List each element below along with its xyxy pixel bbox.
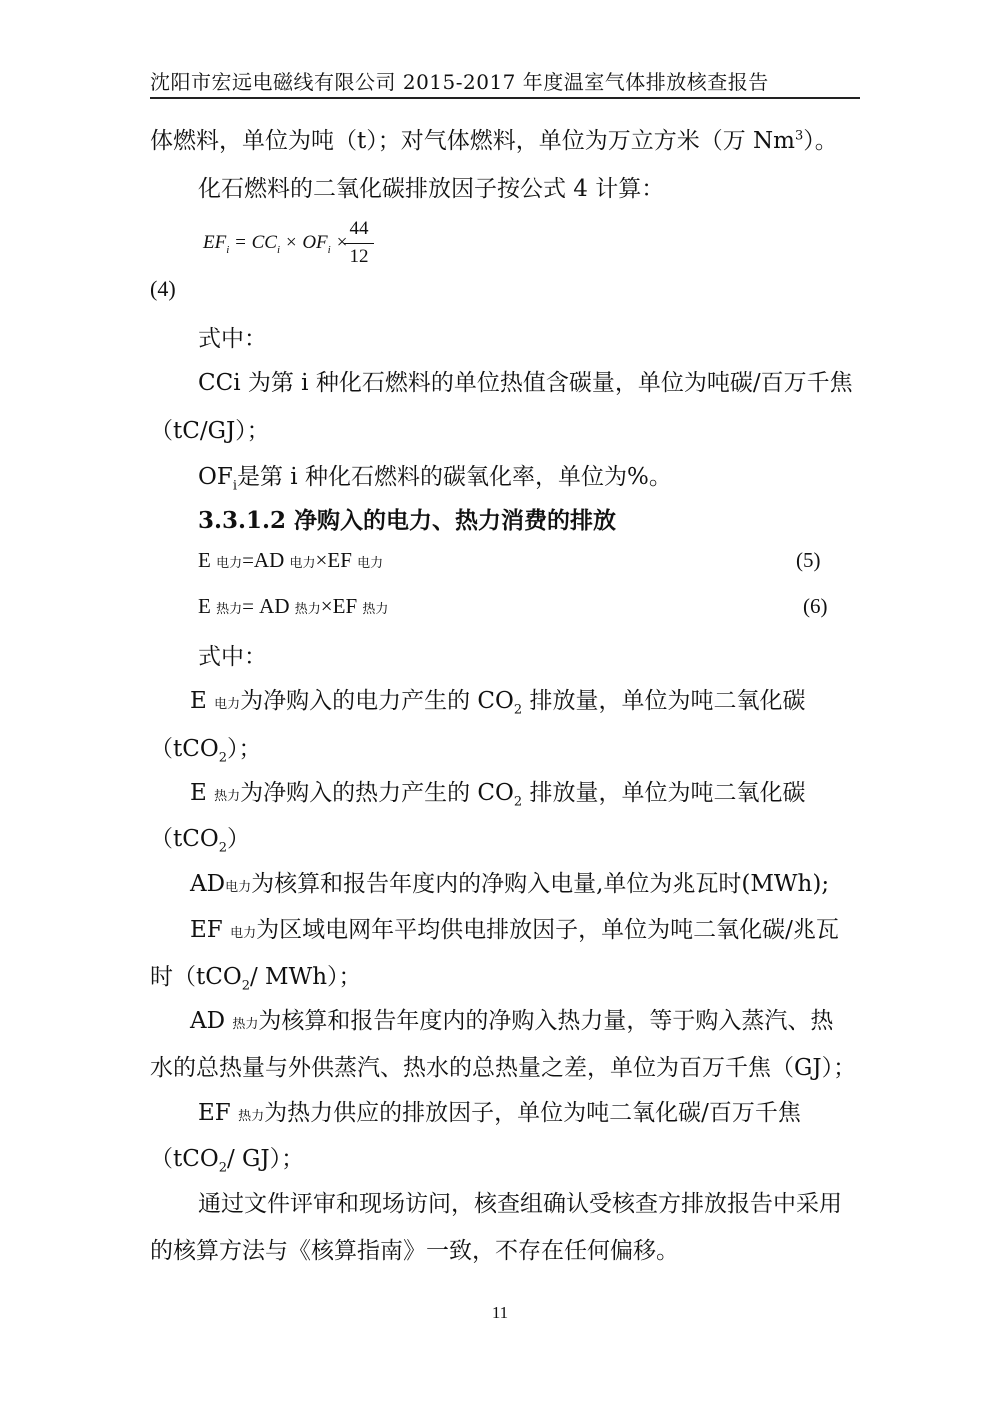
header-divider [150, 97, 860, 99]
where-label-2: 式中： [198, 644, 267, 670]
text-e-heat: E 热力为净购入的热力产生的 $CO_2$ 排放量，单位为吨二氧化碳 [190, 780, 806, 810]
page-number: 11 [491, 1303, 509, 1322]
equation-6: E 热力= AD 热力×EF 热力 [198, 594, 389, 618]
text-of-definition: $OF_i$是第 i 种化石燃料的碳氧化率，单位为%。 [198, 464, 672, 494]
formula-4: $EF_i = CC_i \times OF_i$ × [203, 232, 349, 256]
text-e-heat-unit: （tCO$_2$） [150, 826, 250, 856]
where-label-1: 式中： [198, 326, 267, 352]
equation-number-4: (4) [150, 276, 176, 301]
equation-5: E 电力=AD 电力×EF 电力 [198, 548, 384, 572]
fraction-bar [344, 243, 374, 244]
equation-number-6: (6) [803, 594, 828, 618]
text-ef-heat: EF 热力为热力供应的排放因子，单位为吨二氧化碳/百万千焦 [198, 1100, 801, 1126]
equation-number-5: (5) [796, 548, 821, 572]
text-ad-electricity: AD电力为核算和报告年度内的净购入电量,单位为兆瓦时(MWh); [190, 871, 830, 897]
text-cci-definition: CCi 为第 i 种化石燃料的单位热值含碳量，单位为吨碳/百万千焦 [198, 370, 853, 396]
text-line-ef-intro: 化石燃料的二氧化碳排放因子按公式 4 计算： [198, 176, 665, 202]
text-conclusion-1: 通过文件评审和现场访问，核查组确认受核查方排放报告中采用 [198, 1191, 842, 1217]
text-e-electricity: E 电力为净购入的电力产生的 $CO_2$ 排放量，单位为吨二氧化碳 [190, 688, 806, 718]
fraction-denominator: 12 [349, 246, 369, 267]
text-e-electricity-unit: （tCO$_2$）； [150, 736, 262, 766]
text-ef-heat-unit: （tCO$_2$/ GJ）； [150, 1146, 305, 1176]
text-ef-electricity: EF 电力为区域电网年平均供电排放因子，单位为吨二氧化碳/兆瓦 [190, 917, 839, 943]
text-ad-heat-cont: 水的总热量与外供蒸汽、热水的总热量之差，单位为百万千焦（GJ）； [150, 1055, 857, 1081]
text-line-gas-fuel-unit: 体燃料，单位为吨（t）；对气体燃料，单位为万立方米（万 Nm$^3$）。 [150, 128, 838, 154]
text-conclusion-2: 的核算方法与《核算指南》一致，不存在任何偏移。 [150, 1238, 679, 1264]
text-cci-unit: （tC/GJ）； [150, 418, 270, 444]
text-ef-electricity-unit: 时（tCO$_2$/ MWh）； [150, 964, 362, 994]
text-ad-heat: AD 热力为核算和报告年度内的净购入热力量，等于购入蒸汽、热 [190, 1008, 834, 1034]
section-heading: 3.3.1.2 净购入的电力、热力消费的排放 [198, 507, 617, 534]
fraction-numerator: 44 [349, 218, 369, 239]
report-header: 沈阳市宏远电磁线有限公司 2015-2017 年度温室气体排放核查报告 [150, 70, 769, 94]
